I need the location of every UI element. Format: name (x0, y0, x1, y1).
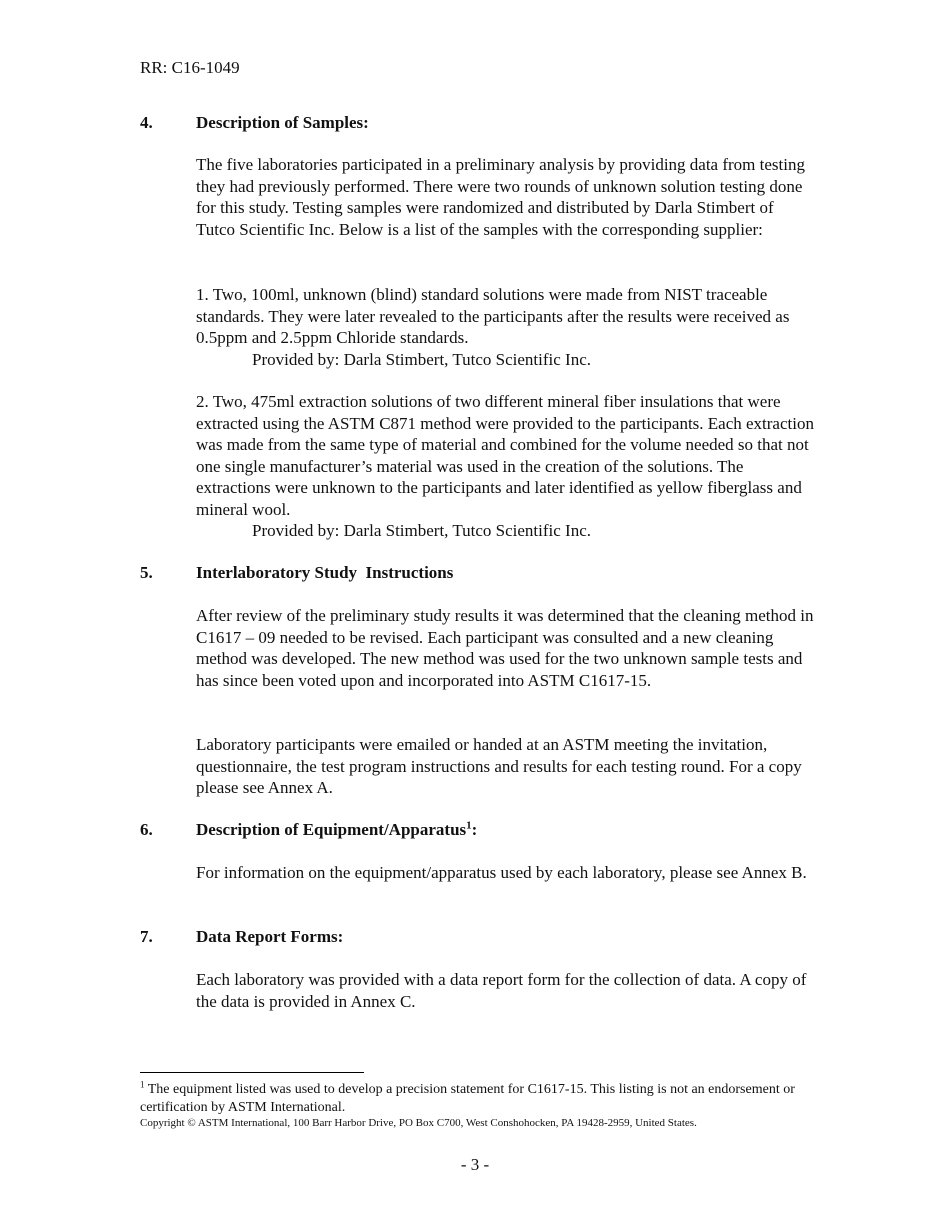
item-text: 2. Two, 475ml extraction solutions of two different mineral fiber insulations that were extracted using the ASTM C871 method were provided to the participants. Each extraction was made from the same type of material and combined for the volume needed so that not one single manufacturer’s material was used in the creation of the solutions. The extractions were unknown to the participants and later identified as yellow fiberglass and mineral wool. (196, 392, 814, 519)
footnote-marker: 1 (140, 1079, 145, 1090)
section-title-suffix: : (471, 820, 478, 839)
item-provider: Provided by: Darla Stimbert, Tutco Scientific Inc. (252, 521, 592, 540)
footnote-text: The equipment listed was used to develop a precision statement for C1617-15. This listing is not an endorsement or certification by ASTM International. (140, 1082, 795, 1115)
section-4-intro: The five laboratories participated in a preliminary analysis by providing data from testing they had previously performed. There were two rounds of unknown solution testing done for this study. Testing samples were randomized and distributed by Darla Stimbert of Tutco Scientific Inc. Below is a list of the samples with the corresponding supplier: (196, 155, 805, 239)
section-title: Description of Equipment/Apparatus (196, 820, 467, 839)
section-5-para-2: Laboratory participants were emailed or handed at an ASTM meeting the invitation, questionnaire, the test program instructions and results for each testing round. For a copy please see Annex A. (196, 735, 802, 797)
section-5-heading (140, 563, 453, 583)
footnote-divider (140, 1072, 364, 1073)
item-text: 1. Two, 100ml, unknown (blind) standard solutions were made from NIST traceable standards. They were later revealed to the participants after the results were received as 0.5ppm and 2.5ppm Chloride standards. (196, 285, 790, 347)
section-4-item-2 (196, 391, 816, 542)
section-4-heading (140, 113, 369, 133)
section-number: 6. (140, 820, 153, 839)
section-6-para-1: For information on the equipment/apparatus used by each laboratory, please see Annex B. (196, 863, 807, 882)
section-7-para-1: Each laboratory was provided with a data report form for the collection of data. A copy of the data is provided in Annex C. (196, 970, 807, 1011)
section-7-heading (140, 927, 343, 947)
footnote (140, 1081, 820, 1116)
section-title: Description of Samples: (196, 113, 369, 132)
section-4-item-1 (196, 284, 816, 370)
section-number: 4. (140, 113, 153, 132)
section-6-heading (140, 820, 477, 840)
document-id-header: RR: C16-1049 (140, 58, 240, 77)
item-provider: Provided by: Darla Stimbert, Tutco Scientific Inc. (252, 349, 592, 369)
section-5-para-1: After review of the preliminary study results it was determined that the cleaning method in C1617 – 09 needed to be revised. Each participant was consulted and a new cleaning method was developed. The new method was used for the two unknown sample tests and has since been voted upon and incorporated into ASTM C1617-15. (196, 606, 814, 690)
section-number: 7. (140, 927, 153, 946)
section-title: Interlaboratory Study Instructions (196, 563, 454, 582)
section-number: 5. (140, 563, 153, 582)
footnote-reference: 1 (466, 819, 472, 832)
page-number: - 3 - (460, 1155, 490, 1174)
section-title: Data Report Forms: (196, 927, 344, 946)
copyright-notice: Copyright © ASTM International, 100 Barr Harbor Drive, PO Box C700, West Conshohocken, PA 19428-2959, United States. (140, 1117, 697, 1129)
